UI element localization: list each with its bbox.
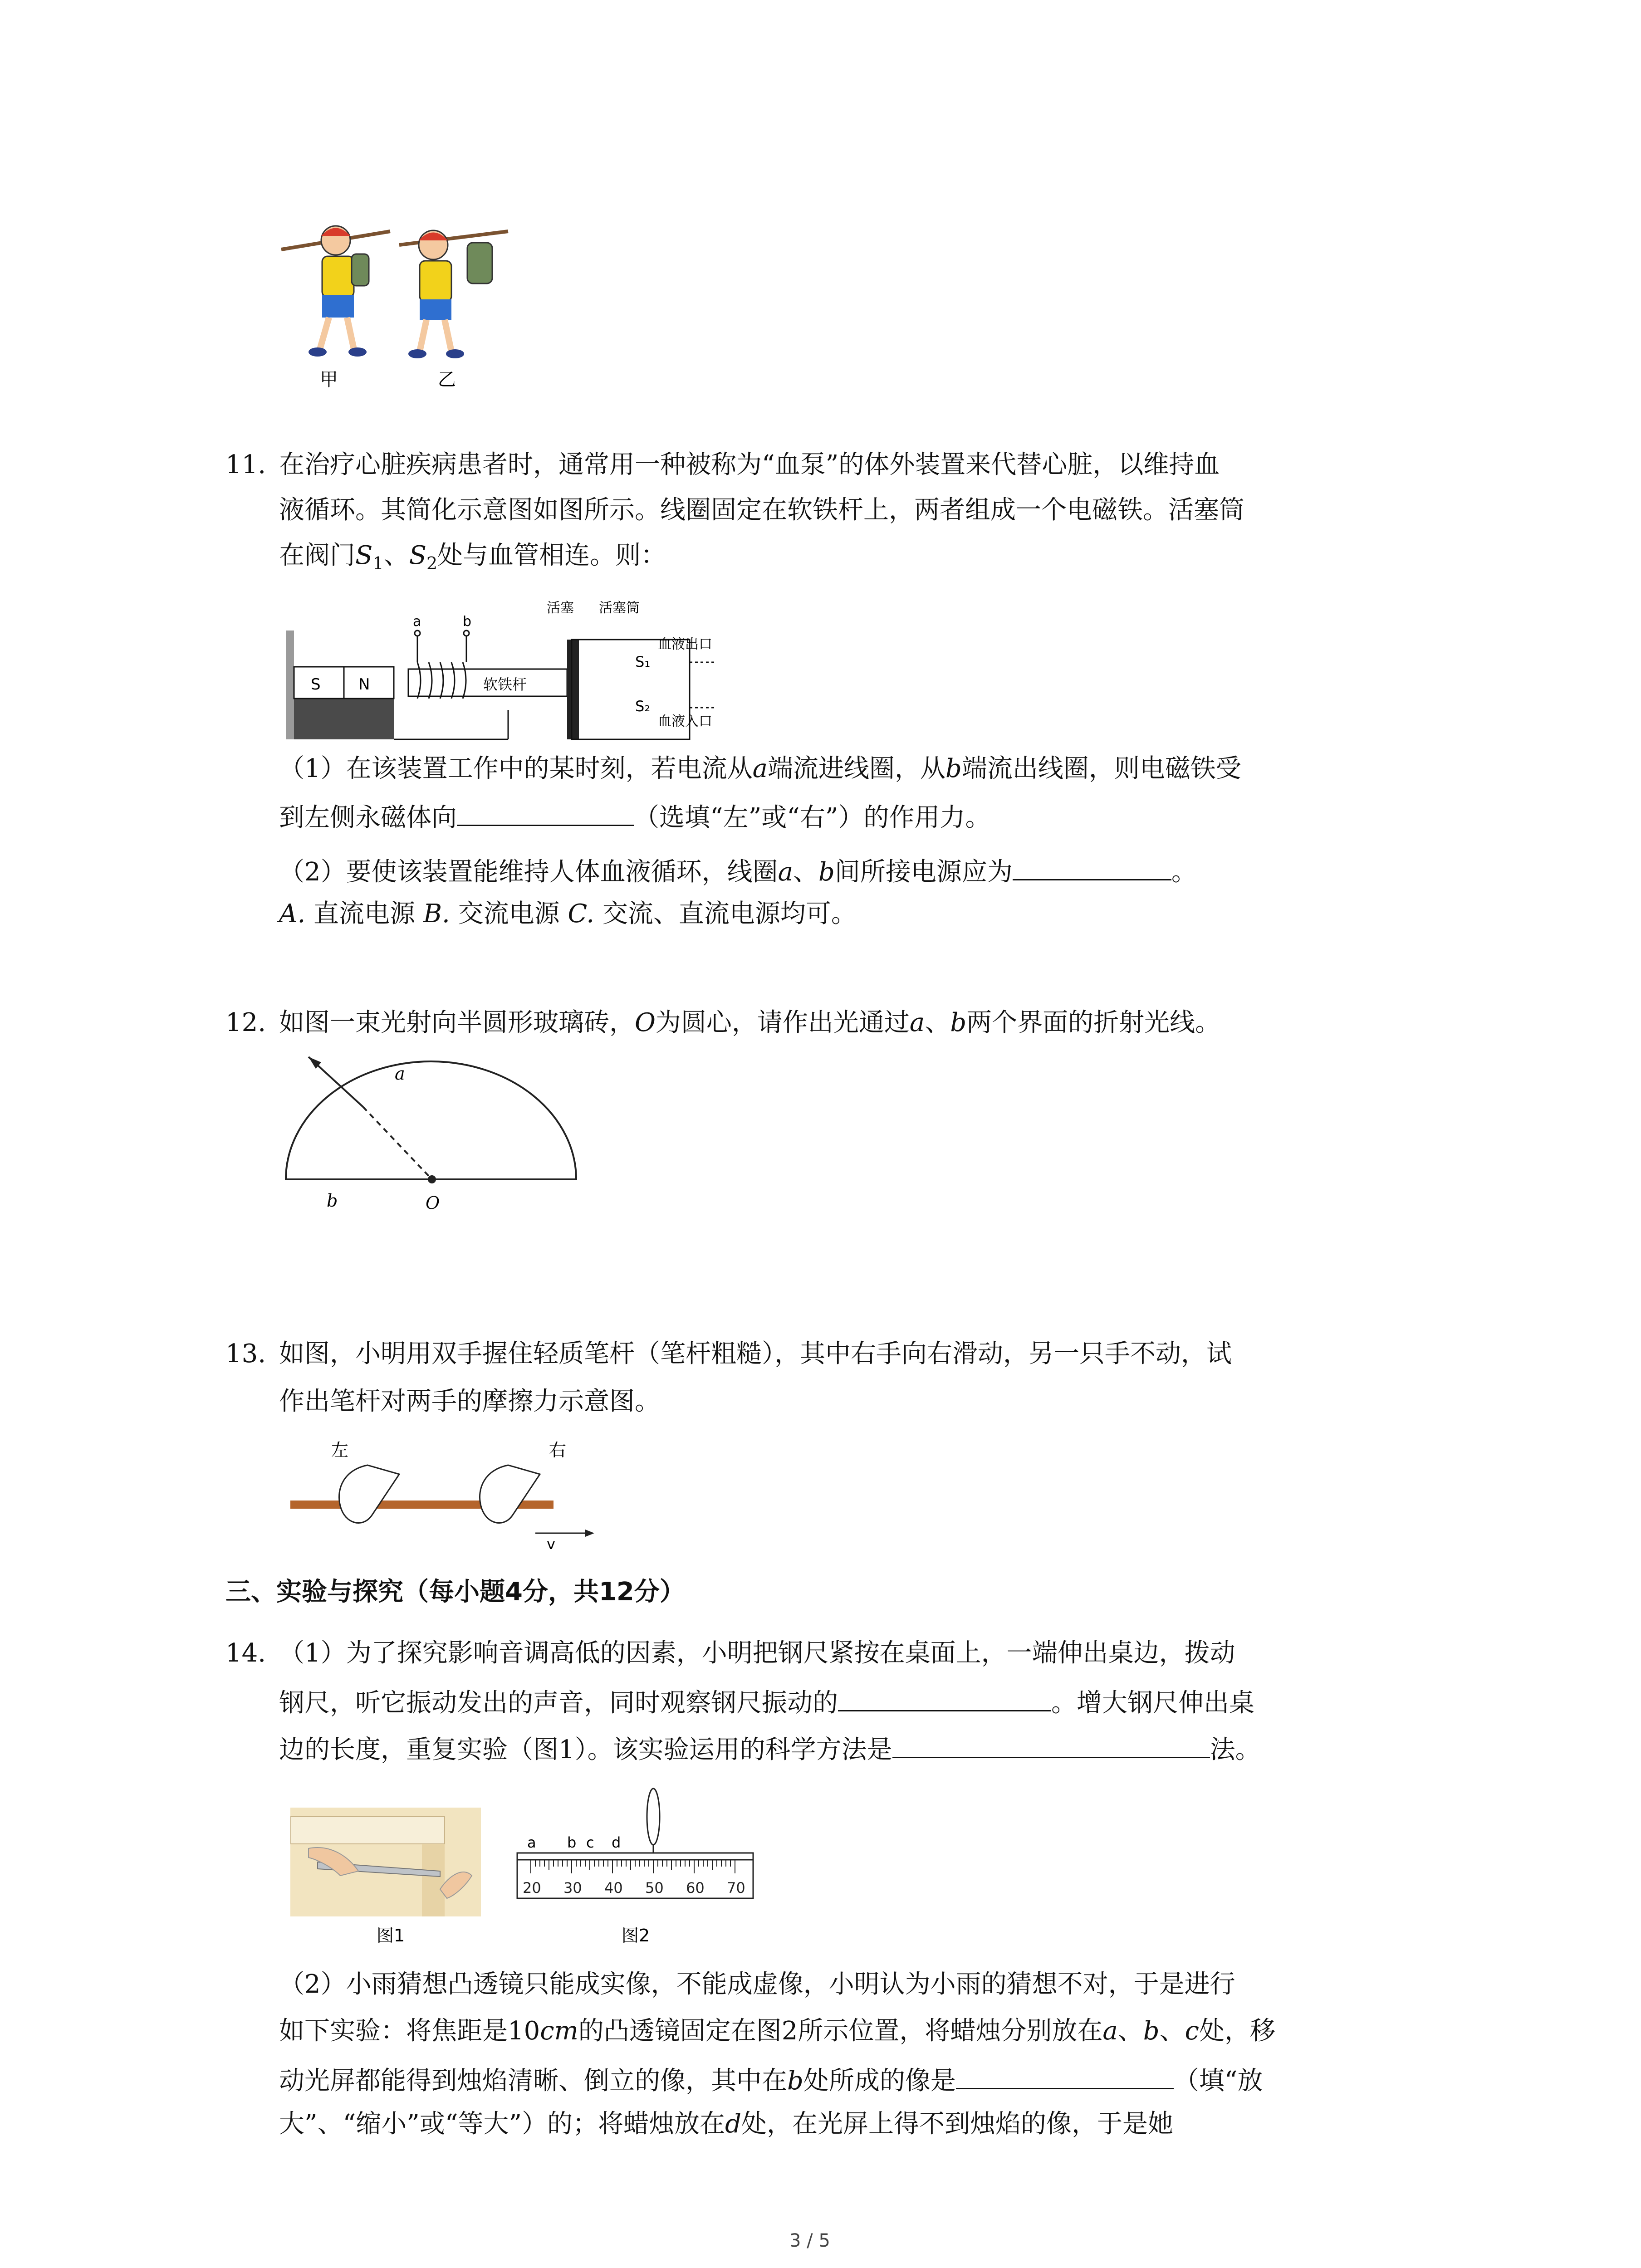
boy-yi-illustration (399, 230, 508, 358)
figure-semicircle-glass (281, 1052, 590, 1216)
q14-part1-line2: 钢尺，听它振动发出的声音，同时观察钢尺振动的 。增大钢尺伸出桌 (279, 1684, 1254, 1719)
q11-text-line3: 在阀门$S_1$、$S_2$处与血管相连。则： (279, 541, 666, 574)
figure-1-steel-ruler (290, 1808, 481, 1948)
section-3-title: 三、实验与探究（每小题4分，共12分） (225, 1577, 685, 1607)
figure-boys-carrying (277, 213, 513, 395)
figure-hands-pen (281, 1433, 608, 1551)
right-hand-label: 右 (549, 1440, 567, 1460)
q14-part1-line3: 边的长度，重复实验（图1）。该实验运用的科学方法是 法。 (279, 1730, 1261, 1766)
q14-part2-line2: 如下实验：将焦距是10cm的凸透镜固定在图2所示位置，将蜡烛分别放在a、b、c处，移 (279, 2016, 1275, 2046)
ruler-tick-40: 40 (604, 1879, 623, 1897)
valve-s1-label: S₁ (635, 653, 651, 670)
coil-b-label: b (463, 614, 472, 630)
right-hand-illustration (480, 1465, 540, 1523)
q11-number: 11. (225, 450, 266, 479)
blood-outlet-label: 血液出口 (658, 636, 712, 652)
boy-jia-illustration (281, 226, 390, 357)
q14-part1-line1: （1）为了探究影响音调高低的因素，小明把钢尺紧按在桌面上，一端伸出桌边，拨动 (279, 1638, 1235, 1668)
ruler-point-a: a (527, 1834, 536, 1851)
ruler-point-d: d (612, 1834, 621, 1851)
ruler-point-c: c (586, 1834, 594, 1851)
page-number: 3 / 5 (789, 2230, 830, 2251)
figure-1-caption: 图1 (377, 1926, 405, 1945)
convex-lens-shape (647, 1789, 660, 1845)
blood-inlet-label: 血液入口 (658, 714, 712, 729)
velocity-v-label: v (547, 1535, 555, 1551)
magnet-n-label: N (358, 675, 370, 694)
q11-part2-answer-blank[interactable] (1013, 853, 1171, 880)
label-yi: 乙 (438, 369, 456, 390)
q11-text-line2: 液循环。其简化示意图如图所示。线圈固定在软铁杆上，两者组成一个电磁铁。活塞筒 (279, 495, 1244, 525)
left-hand-illustration (339, 1465, 400, 1523)
ruler-tick-30: 30 (563, 1879, 582, 1897)
q13-text-line2: 作出笔杆对两手的摩擦力示意图。 (279, 1387, 660, 1416)
label-jia: 甲 (320, 369, 338, 390)
q11-part1-line1: （1）在该装置工作中的某时刻，若电流从a端流进线圈，从b端流出线圈，则电磁铁受 (279, 754, 1241, 783)
q14-part1-blank1[interactable] (838, 1684, 1051, 1711)
ruler-tick-60: 60 (686, 1879, 705, 1897)
piston-label: 活塞 (547, 600, 574, 616)
q14-part1-blank2[interactable] (892, 1730, 1210, 1758)
q14-part2-line4: 大”、“缩小”或“等大”）的；将蜡烛放在d处，在光屏上得不到烛焰的像，于是她 (279, 2109, 1174, 2139)
ruler-point-b: b (567, 1834, 577, 1851)
point-b-label: b (327, 1191, 338, 1211)
q11-options: A. 直流电源 B. 交流电源 C. 交流、直流电源均可。 (279, 899, 857, 929)
figure-2-optical-bench (513, 1785, 758, 1948)
valve-s2-label: S₂ (635, 698, 651, 715)
q14-part2-line1: （2）小雨猜想凸透镜只能成实像，不能成虚像，小明认为小雨的猜想不对，于是进行 (279, 1970, 1235, 1999)
figure-blood-pump (281, 594, 735, 748)
q13-text-line1: 如图，小明用双手握住轻质笔杆（笔杆粗糙），其中右手向右滑动，另一只手不动，试 (279, 1339, 1232, 1369)
cylinder-label: 活塞筒 (599, 600, 640, 616)
q11-part2-line: （2）要使该装置能维持人体血液循环，线圈a、b间所接电源应为 。 (279, 853, 1197, 888)
ruler-tick-50: 50 (645, 1879, 664, 1897)
ruler-tick-20: 20 (523, 1879, 541, 1897)
magnet-s-label: S (311, 675, 321, 694)
q11-part1-answer-blank[interactable] (457, 798, 634, 826)
q12-number: 12. (225, 1008, 266, 1037)
q11-text-line1: 在治疗心脏疾病患者时，通常用一种被称为“血泵”的体外装置来代替心脏，以维持血 (279, 450, 1220, 479)
center-o-label: O (426, 1193, 440, 1213)
q13-number: 13. (225, 1339, 266, 1369)
q14-part2-blank1[interactable] (956, 2062, 1174, 2089)
q11-part1-line2: 到左侧永磁体向 （选填“左”或“右”）的作用力。 (279, 798, 991, 834)
ruler-tick-70: 70 (727, 1879, 745, 1897)
figure-2-caption: 图2 (622, 1926, 650, 1945)
q14-part2-line3: 动光屏都能得到烛焰清晰、倒立的像，其中在b处所成的像是 （填“放 (279, 2062, 1263, 2097)
point-a-label: a (395, 1064, 405, 1084)
soft-iron-rod-label: 软铁杆 (483, 676, 527, 693)
coil-a-label: a (413, 614, 421, 630)
left-hand-label: 左 (331, 1440, 349, 1460)
q12-text: 如图一束光射向半圆形玻璃砖，O为圆心，请作出光通过a、b两个界面的折射光线。 (279, 1008, 1221, 1037)
q14-number: 14. (225, 1638, 266, 1668)
